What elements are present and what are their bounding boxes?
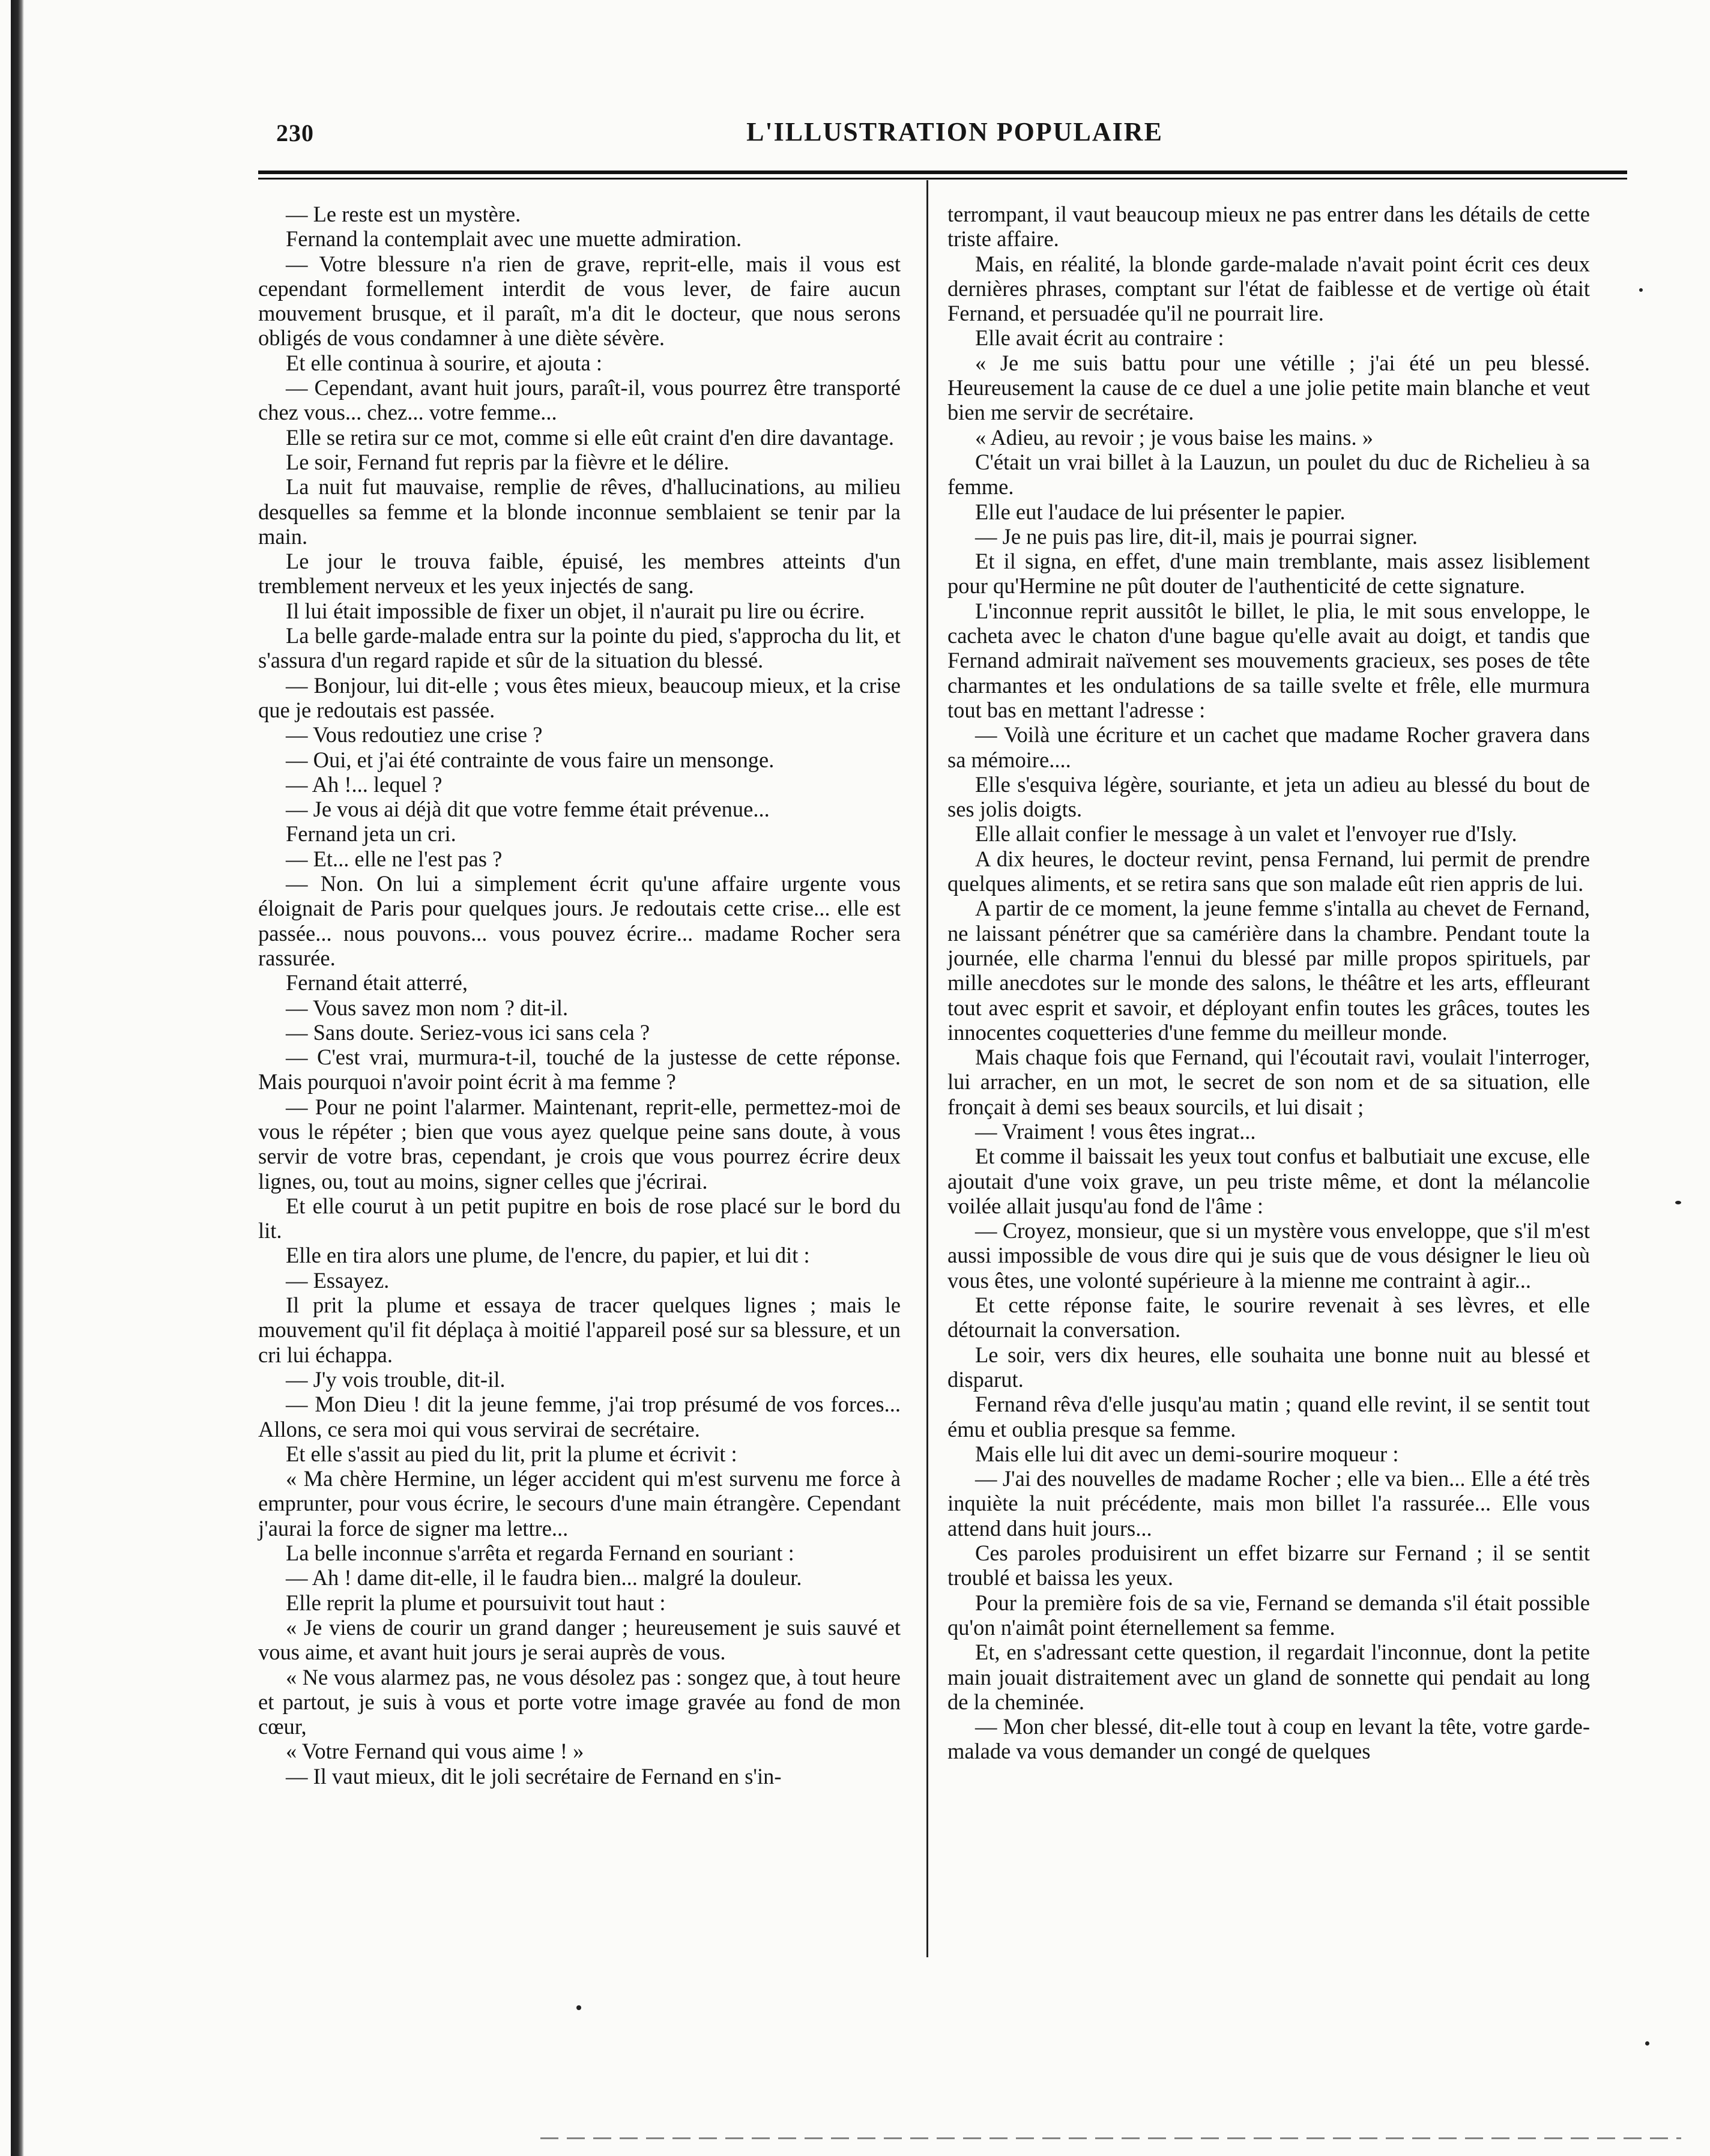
paragraph: — Vraiment ! vous êtes ingrat... bbox=[975, 1119, 1256, 1144]
paragraph: La belle inconnue s'arrêta et regarda Fernand en souriant : bbox=[286, 1541, 794, 1566]
paragraph: Elle s'esquiva légère, souriante, et jeta un adieu au blessé du bout de ses jolis doigts. bbox=[947, 772, 1590, 822]
binding-edge bbox=[11, 0, 24, 2156]
paragraph: — J'y vois trouble, dit-il. bbox=[286, 1366, 506, 1392]
paragraph: Elle reprit la plume et poursuivit tout haut : bbox=[286, 1590, 666, 1615]
paragraph: Mais elle lui dit avec un demi-sourire moqueur : bbox=[975, 1441, 1399, 1466]
paragraph: — Je ne puis pas lire, dit-il, mais je pourrai signer. bbox=[975, 524, 1418, 549]
paragraph: — Mon cher blessé, dit-elle tout à coup en levant la tête, votre garde-malade va vous demander un congé de quelques bbox=[947, 1714, 1590, 1764]
paragraph: Ces paroles produisirent un effet bizarre sur Fernand ; il se sentit troublé et baissa les yeux. bbox=[947, 1541, 1590, 1590]
paragraph: C'était un vrai billet à la Lauzun, un poulet du duc de Richelieu à sa femme. bbox=[947, 449, 1590, 500]
paragraph: Elle eut l'audace de lui présenter le papier. bbox=[975, 499, 1346, 524]
footer-rule bbox=[540, 2137, 1681, 2139]
paragraph: Et cette réponse faite, le sourire revenait à ses lèvres, et elle détournait la conversation. bbox=[947, 1293, 1590, 1342]
right-column bbox=[947, 202, 1590, 1764]
paragraph: Le soir, vers dix heures, elle souhaita une bonne nuit au blessé et disparut. bbox=[947, 1342, 1590, 1392]
paragraph: — Le reste est un mystère. bbox=[286, 202, 521, 226]
left-column bbox=[258, 202, 901, 1789]
paragraph: A dix heures, le docteur revint, pensa Fernand, lui permit de prendre quelques aliments, et se retira sans que son malade eût rien appris de lui. bbox=[947, 846, 1590, 896]
paragraph: Et il signa, en effet, d'une main tremblante, mais assez lisiblement pour qu'Hermine ne pût douter de l'authenticité de cette signature. bbox=[947, 549, 1590, 599]
paragraph: — Essayez. bbox=[286, 1267, 390, 1293]
paragraph: L'inconnue reprit aussitôt le billet, le plia, le mit sous enveloppe, le cacheta avec le chaton d'une bague qu'elle avait au doigt, et tandis que Fernand admirait naïvement ses mouvements gracieux, ses poses de tête charmantes et les ondulations de sa taille svelte et frêle, elle murmura tout bas en mettant l'adresse : bbox=[947, 598, 1590, 722]
paragraph: — Sans doute. Seriez-vous ici sans cela ? bbox=[286, 1019, 650, 1045]
paragraph: — J'ai des nouvelles de madame Rocher ; elle va bien... Elle a été très inquiète la nuit précédente, mais mon billet l'a rassurée... Elle vous attend dans huit jours... bbox=[947, 1466, 1590, 1541]
paragraph: — Votre blessure n'a rien de grave, reprit-elle, mais il vous est cependant formellement interdit de vous lever, de faire aucun mouvement brusque, et il paraît, m'a dit le docteur, que nous serons obligés de vous condamner à une diète sévère. bbox=[258, 251, 901, 351]
paragraph: — Et... elle ne l'est pas ? bbox=[286, 846, 503, 871]
paragraph: Le jour le trouva faible, épuisé, les membres atteints d'un tremblement nerveux et les yeux injectés de sang. bbox=[258, 549, 901, 599]
paragraph: — Non. On lui a simplement écrit qu'une affaire urgente vous éloignait de Paris pour quelques jours. Je redoutais cette crise... elle est passée... nous pouvons... vous pouvez écrire... madame Rocher sera rassurée. bbox=[258, 871, 901, 970]
paragraph: — Mon Dieu ! dit la jeune femme, j'ai trop présumé de vos forces... Allons, ce sera moi qui vous servirai de secrétaire. bbox=[258, 1392, 901, 1442]
paragraph: Fernand était atterré, bbox=[286, 970, 468, 995]
paragraph: Et elle s'assit au pied du lit, prit la plume et écrivit : bbox=[286, 1441, 737, 1466]
paragraph: Mais, en réalité, la blonde garde-malade n'avait point écrit ces deux dernières phrases, comptant sur l'état de faiblesse et de vertige où était Fernand, et persuadée qu'il ne pourrait lire. bbox=[947, 251, 1590, 326]
paragraph: « Ne vous alarmez pas, ne vous désolez pas : songez que, à tout heure et partout, je suis à vous et porte votre image gravée au fond de mon cœur, bbox=[258, 1664, 901, 1739]
paragraph: « Je me suis battu pour une vétille ; j'ai été un peu blessé. Heureusement la cause de ce duel a une jolie petite main blanche et veut bien me servir de secrétaire. bbox=[947, 350, 1590, 425]
paragraph: — Croyez, monsieur, que si un mystère vous enveloppe, que s'il m'est aussi impossible de vous dire qui je suis que de vous désigner le lieu où vous êtes, une volonté supérieure à la mienne me contraint à agir... bbox=[947, 1218, 1590, 1293]
paragraph: — Ah ! dame dit-elle, il le faudra bien... malgré la douleur. bbox=[286, 1565, 802, 1590]
print-speck bbox=[576, 2005, 581, 2010]
paragraph: — Vous savez mon nom ? dit-il. bbox=[286, 995, 569, 1020]
paragraph: Le soir, Fernand fut repris par la fièvre et le délire. bbox=[286, 449, 730, 474]
paragraph: Mais chaque fois que Fernand, qui l'écoutait ravi, voulait l'interroger, lui arracher, en un mot, le secret de son nom et de sa situation, elle fronçait à demi ses beaux sourcils, et lui disait ; bbox=[947, 1045, 1590, 1119]
paragraph: — Je vous ai déjà dit que votre femme était prévenue... bbox=[286, 797, 770, 822]
print-speck bbox=[1645, 2041, 1649, 2046]
paragraph: Il prit la plume et essaya de tracer quelques lignes ; mais le mouvement qu'il fit déplaça à moitié l'appareil posé sur sa blessure, et un cri lui échappa. bbox=[258, 1293, 901, 1367]
paragraph: Et, en s'adressant cette question, il regardait l'inconnue, dont la petite main jouait distraitement avec un gland de sonnette qui pendait au long de la cheminée. bbox=[947, 1640, 1590, 1714]
paragraph: — Il vaut mieux, dit le joli secrétaire de Fernand en s'in- bbox=[286, 1763, 782, 1789]
paragraph: — Voilà une écriture et un cachet que madame Rocher gravera dans sa mémoire.... bbox=[947, 722, 1590, 772]
paragraph: — C'est vrai, murmura-t-il, touché de la justesse de cette réponse. Mais pourquoi n'avoir point écrit à ma femme ? bbox=[258, 1045, 901, 1095]
paragraph: — Vous redoutiez une crise ? bbox=[286, 722, 543, 747]
paragraph: Il lui était impossible de fixer un objet, il n'aurait pu lire ou écrire. bbox=[286, 598, 865, 623]
column-separator bbox=[926, 180, 928, 1957]
paragraph: « Adieu, au revoir ; je vous baise les mains. » bbox=[975, 424, 1373, 450]
paragraph: La belle garde-malade entra sur la pointe du pied, s'approcha du lit, et s'assura d'un regard rapide et sûr de la situation du blessé. bbox=[258, 623, 901, 673]
page-header bbox=[276, 108, 1633, 156]
paragraph: « Votre Fernand qui vous aime ! » bbox=[286, 1739, 584, 1764]
header-rule-thin bbox=[258, 178, 1627, 180]
paragraph: Fernand rêva d'elle jusqu'au matin ; quand elle revint, il se sentit tout ému et oublia presque sa femme. bbox=[947, 1392, 1590, 1442]
paragraph: terrompant, il vaut beaucoup mieux ne pas entrer dans les détails de cette triste affaire. bbox=[947, 202, 1590, 252]
journal-title: L'ILLUSTRATION POPULAIRE bbox=[746, 117, 1163, 146]
paragraph: « Ma chère Hermine, un léger accident qui m'est survenu me force à emprunter, pour vous écrire, le secours d'une main étrangère. Cependant j'aurai la force de signer ma lettre... bbox=[258, 1466, 901, 1541]
paragraph: — Bonjour, lui dit-elle ; vous êtes mieux, beaucoup mieux, et la crise que je redoutais est passée. bbox=[258, 672, 901, 722]
paragraph: Fernand jeta un cri. bbox=[286, 821, 456, 847]
paragraph: Et comme il baissait les yeux tout confus et balbutiait une excuse, elle ajoutait d'une voix grave, un peu triste même, et dont la mélancolie voilée allait jusqu'au fond de l'âme : bbox=[947, 1144, 1590, 1218]
paragraph: Fernand la contemplait avec une muette admiration. bbox=[286, 226, 742, 252]
paragraph: — Oui, et j'ai été contrainte de vous faire un mensonge. bbox=[286, 747, 775, 772]
paragraph: La nuit fut mauvaise, remplie de rêves, d'hallucinations, au milieu desquelles sa femme et la blonde inconnue semblaient se tenir par la main. bbox=[258, 474, 901, 549]
paragraph: « Je viens de courir un grand danger ; heureusement je suis sauvé et vous aime, et avant huit jours je serai auprès de vous. bbox=[258, 1614, 901, 1665]
paragraph: Et elle courut à un petit pupitre en bois de rose placé sur le bord du lit. bbox=[258, 1193, 901, 1243]
paragraph: Elle avait écrit au contraire : bbox=[975, 325, 1224, 351]
paragraph: Elle allait confier le message à un valet et l'envoyer rue d'Isly. bbox=[975, 821, 1517, 847]
print-speck bbox=[1675, 1201, 1681, 1204]
paragraph: — Pour ne point l'alarmer. Maintenant, reprit-elle, permettez-moi de vous le répéter ; bien que vous ayez quelque peine sans doute, à vous servir de votre bras, cependant, je crois que vous pourrez écrire deux lignes, ou, tout au moins, signer celles que j'écrirai. bbox=[258, 1094, 901, 1194]
paragraph: — Cependant, avant huit jours, paraît-il, vous pourrez être transporté chez vous... chez... votre femme... bbox=[258, 375, 901, 425]
paragraph: Et elle continua à sourire, et ajouta : bbox=[286, 350, 603, 375]
paragraph: Pour la première fois de sa vie, Fernand se demanda s'il était possible qu'on n'aimât point éternellement sa femme. bbox=[947, 1590, 1590, 1640]
print-speck bbox=[1639, 288, 1643, 292]
paragraph: Elle en tira alors une plume, de l'encre, du papier, et lui dit : bbox=[286, 1243, 810, 1268]
page-number: 230 bbox=[276, 119, 314, 146]
header-rule-thick bbox=[258, 171, 1627, 174]
paragraph: — Ah !... lequel ? bbox=[286, 772, 443, 797]
paragraph: A partir de ce moment, la jeune femme s'intalla au chevet de Fernand, ne laissant pénétrer que sa camérière dans la chambre. Pendant toute la journée, elle charma l'ennui du blessé par mille propos spirituels, par mille anecdotes sur le monde des salons, le théâtre et les arts, effleurant tout avec esprit et savoir, et déployant enfin toutes les grâces, toutes les innocentes coquetteries d'une femme du meilleur monde. bbox=[947, 896, 1590, 1045]
paragraph: Elle se retira sur ce mot, comme si elle eût craint d'en dire davantage. bbox=[286, 424, 894, 450]
